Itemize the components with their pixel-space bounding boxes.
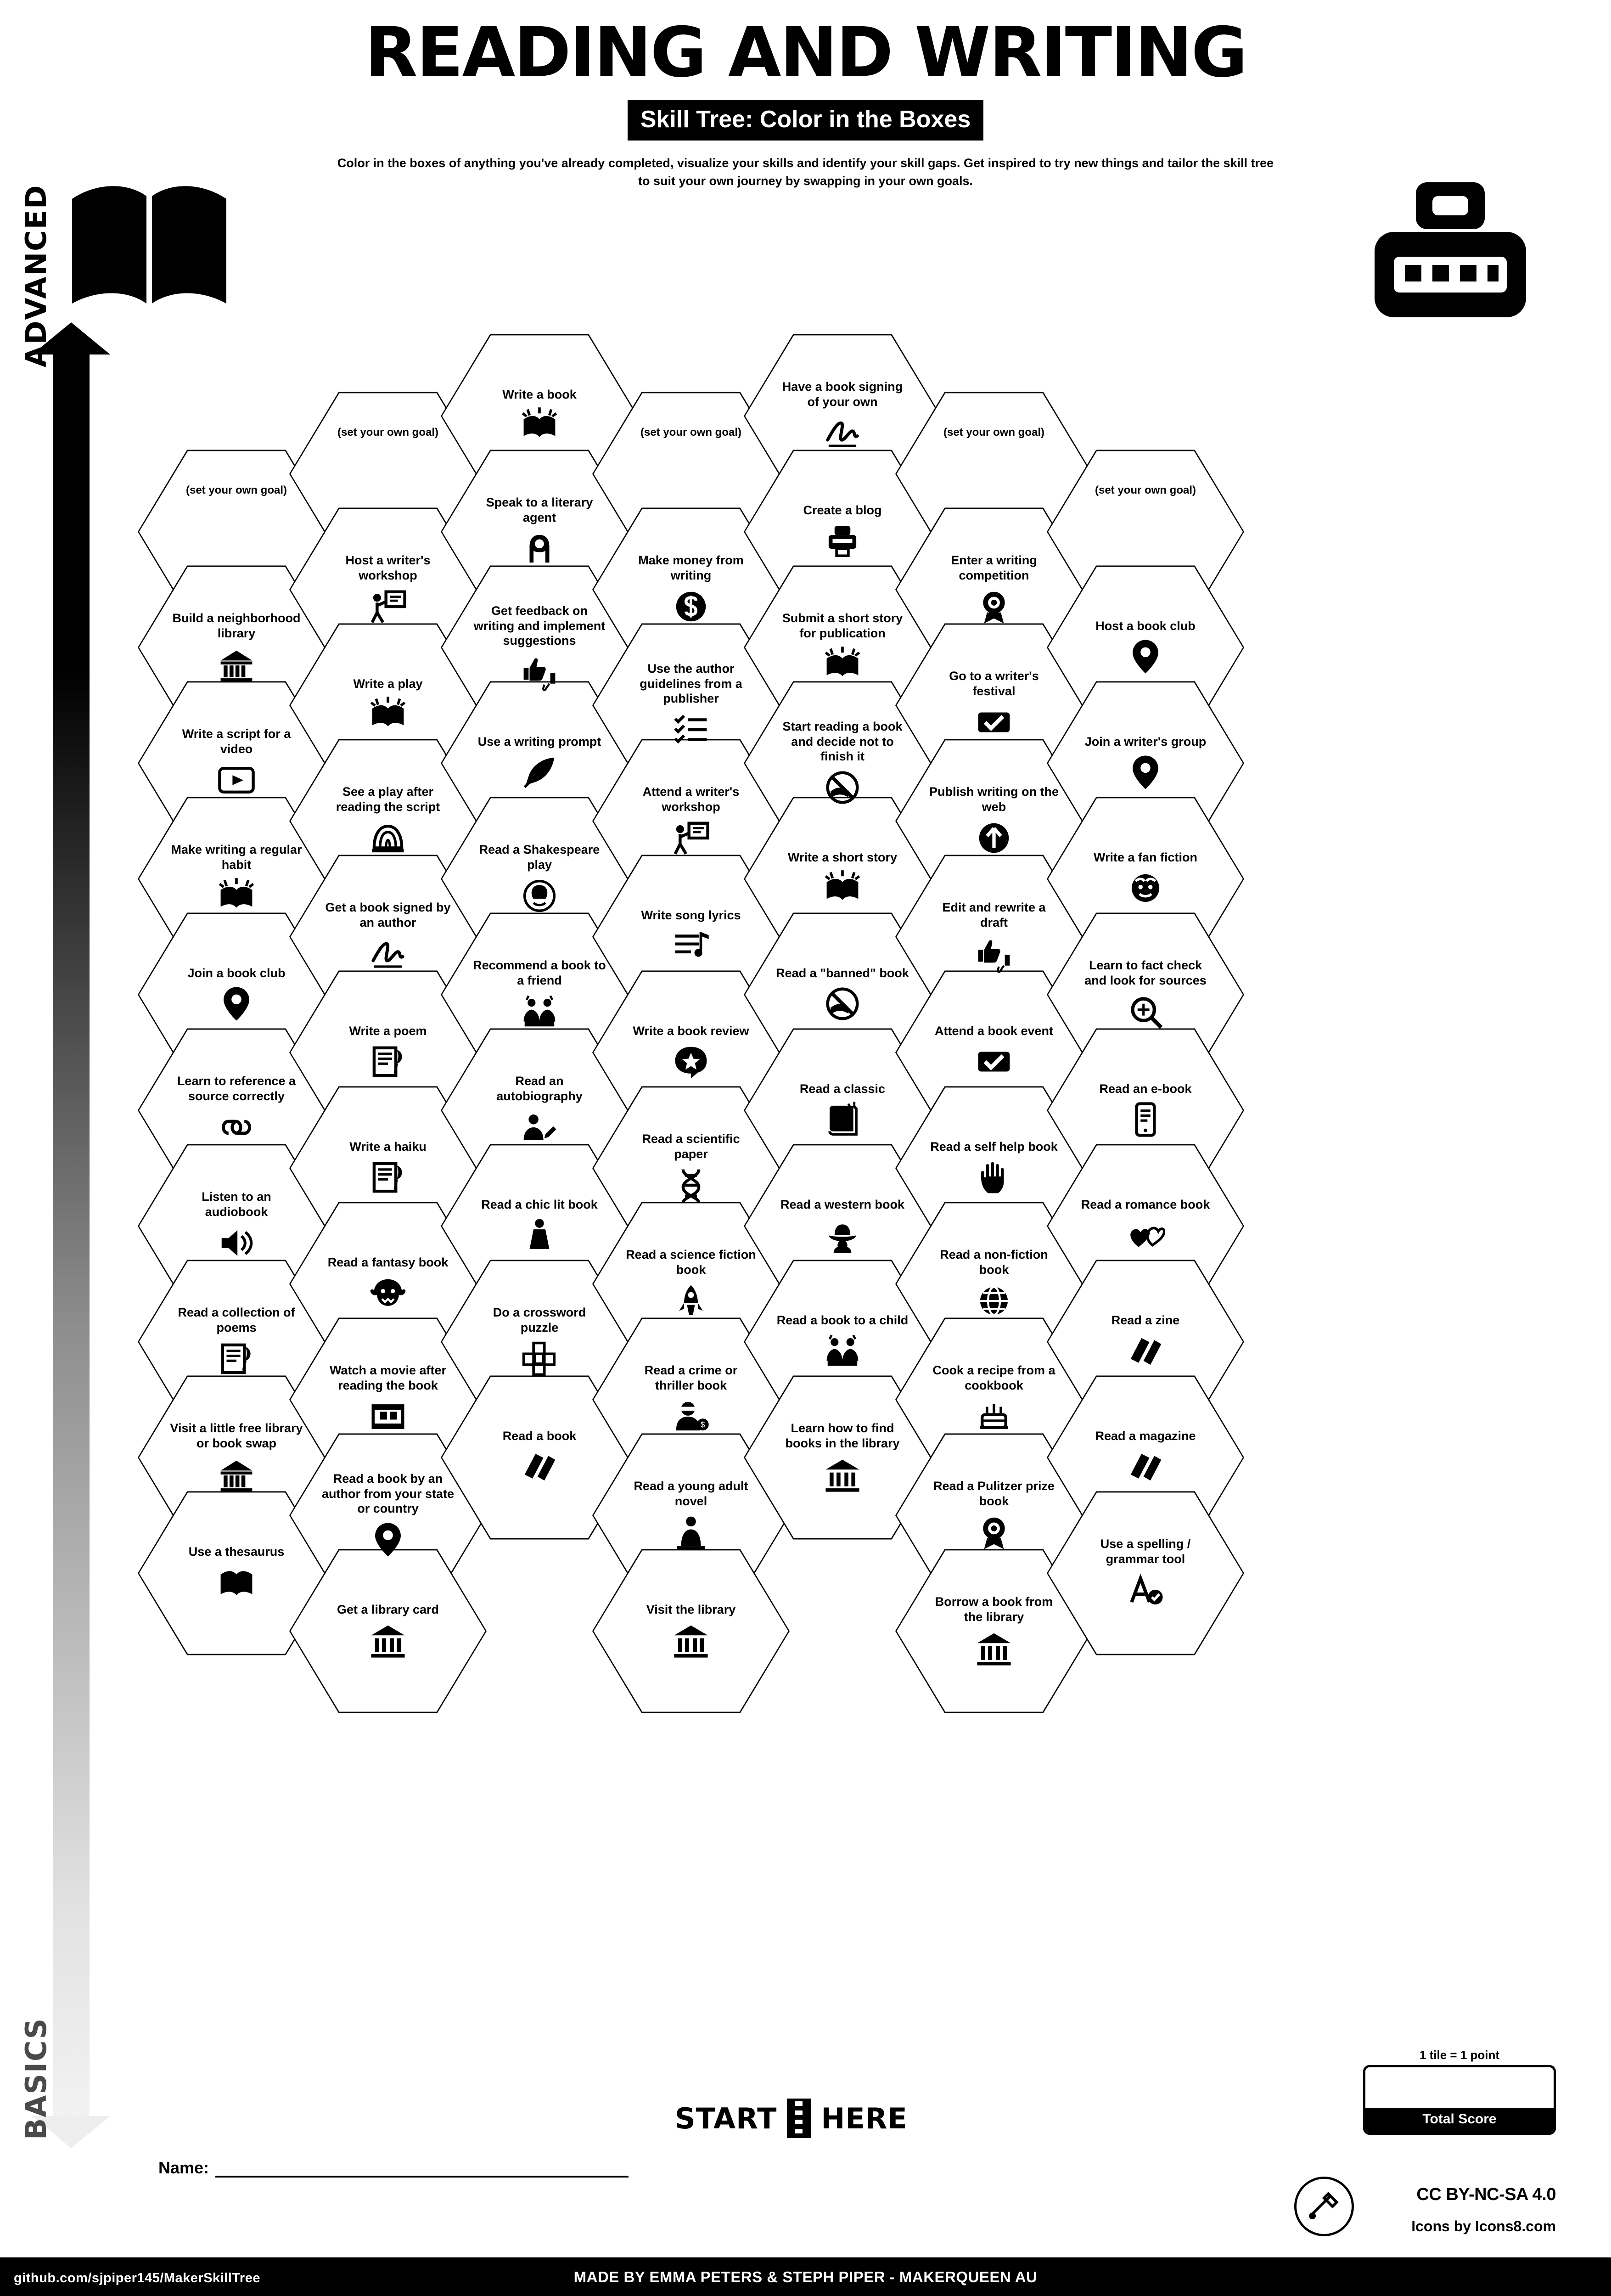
hex-content bbox=[471, 1197, 608, 1255]
no-book-icon bbox=[823, 768, 862, 807]
license-label: CC BY-NC-SA 4.0 bbox=[1416, 2185, 1556, 2204]
skill-tile-label: Recommend a book to a friend bbox=[473, 958, 606, 987]
ereader-icon bbox=[1126, 1100, 1165, 1139]
dress-icon bbox=[520, 1216, 559, 1255]
hex-content bbox=[925, 1024, 1063, 1082]
skill-tile-label: Attend a book event bbox=[934, 1024, 1054, 1038]
bank-icon bbox=[974, 1628, 1014, 1668]
hex-content bbox=[925, 421, 1063, 527]
hex-content bbox=[168, 726, 305, 800]
shakespeare-icon bbox=[520, 876, 559, 916]
skill-tile-label: (set your own goal) bbox=[943, 426, 1044, 439]
hex-content bbox=[1077, 1429, 1214, 1487]
hex-content bbox=[168, 1544, 305, 1603]
hex-content bbox=[1077, 1536, 1214, 1610]
skill-tile-label: Host a book club bbox=[1095, 619, 1196, 633]
hex-content bbox=[925, 1363, 1063, 1436]
hex-content bbox=[168, 842, 305, 916]
skill-tile-label: Read a chic lit book bbox=[481, 1197, 598, 1211]
hex-content bbox=[1077, 1313, 1214, 1371]
poem-icon bbox=[217, 1339, 256, 1379]
blog-icon bbox=[823, 521, 862, 561]
dollar-icon bbox=[671, 587, 711, 626]
hex-content bbox=[1077, 479, 1214, 585]
bank-icon bbox=[823, 1455, 862, 1494]
skill-tile-label: Write a short story bbox=[787, 850, 898, 864]
upload-icon bbox=[974, 818, 1014, 858]
hex-content bbox=[622, 1602, 760, 1660]
hearts-icon bbox=[1126, 1216, 1165, 1255]
thumbs-icon bbox=[520, 652, 559, 692]
skill-tile-label: Watch a movie after reading the book bbox=[329, 1363, 447, 1392]
hex-content bbox=[925, 1479, 1063, 1552]
checklist-icon bbox=[671, 710, 711, 749]
skill-tile-label: Read a scientific paper bbox=[642, 1132, 740, 1161]
footer-bar bbox=[0, 2257, 1611, 2296]
footer-credit: MADE BY EMMA PETERS & STEPH PIPER - MAKERQUEEN AU bbox=[573, 2268, 1038, 2285]
hex-content bbox=[319, 1471, 457, 1560]
skill-tile-label: Read an e-book bbox=[1099, 1081, 1192, 1096]
skill-tile-label: Read a science fiction book bbox=[626, 1248, 756, 1277]
skill-tile-label: Read a self help book bbox=[930, 1139, 1058, 1154]
hex-content bbox=[925, 1594, 1063, 1668]
hex-content bbox=[168, 1305, 305, 1379]
hex-content bbox=[471, 1305, 608, 1379]
speaker-icon bbox=[217, 1223, 256, 1263]
hex-content bbox=[925, 669, 1063, 742]
skill-tile-label: Use a writing prompt bbox=[477, 734, 601, 748]
skill-tile-label: Write a script for a video bbox=[182, 727, 291, 756]
reading-together-icon bbox=[823, 1331, 862, 1371]
skill-tile-label: Write a fan fiction bbox=[1093, 850, 1198, 864]
skill-tile-label: Learn how to find books in the library bbox=[785, 1421, 900, 1450]
hex-content bbox=[319, 1602, 457, 1660]
openbook-spark-icon bbox=[823, 868, 862, 908]
person-write-icon bbox=[520, 1108, 559, 1147]
skill-tile[interactable] bbox=[592, 1546, 790, 1716]
film-icon bbox=[368, 1397, 408, 1436]
skill-tile-label: Enter a writing competition bbox=[951, 553, 1037, 582]
skill-tile-label: Write a poem bbox=[349, 1024, 427, 1038]
skill-tile-label: Start reading a book and decide not to finish it bbox=[782, 719, 903, 764]
skill-tile-label: (set your own goal) bbox=[1095, 484, 1196, 496]
skill-tile-label: Read a Pulitzer prize book bbox=[933, 1479, 1055, 1508]
skill-tile-label: Edit and rewrite a draft bbox=[942, 900, 1046, 929]
hex-content bbox=[774, 1421, 911, 1494]
openbook-spark-icon bbox=[217, 876, 256, 916]
ticket-check-icon bbox=[974, 703, 1014, 742]
hex-content bbox=[622, 553, 760, 626]
hex-content bbox=[774, 379, 911, 453]
skill-tile-label: Read an autobiography bbox=[496, 1074, 583, 1103]
pin-icon bbox=[217, 984, 256, 1024]
score-input-area[interactable] bbox=[1365, 2067, 1554, 2108]
skill-tile-label: Attend a writer's workshop bbox=[642, 785, 740, 814]
skill-tile-label: Read a magazine bbox=[1095, 1429, 1196, 1443]
skill-tile-label: Write a haiku bbox=[349, 1139, 427, 1154]
hex-content bbox=[1077, 850, 1214, 908]
hex-content bbox=[774, 1313, 911, 1371]
star-bubble-icon bbox=[671, 1042, 711, 1081]
hex-content bbox=[622, 1131, 760, 1205]
hex-content bbox=[925, 553, 1063, 626]
no-book-icon bbox=[823, 984, 862, 1024]
hex-content bbox=[925, 784, 1063, 858]
hex-content bbox=[168, 966, 305, 1024]
openbook-icon bbox=[217, 1563, 256, 1602]
skill-tile-label: Visit the library bbox=[646, 1602, 736, 1616]
hex-content bbox=[1077, 734, 1214, 793]
skill-tile-label: Get a library card bbox=[337, 1602, 439, 1616]
rocket-icon bbox=[671, 1281, 711, 1321]
start-here-marker bbox=[675, 2099, 908, 2138]
hex-content bbox=[319, 900, 457, 974]
openbook-spark-icon bbox=[823, 645, 862, 684]
hex-content bbox=[622, 661, 760, 750]
lyrics-icon bbox=[671, 926, 711, 966]
skill-tile-label: Speak to a literary agent bbox=[486, 495, 593, 524]
skill-tile-label: Borrow a book from the library bbox=[935, 1595, 1053, 1624]
skill-tile-label: Publish writing on the web bbox=[929, 785, 1059, 814]
thief-icon bbox=[671, 1397, 711, 1436]
skill-tile-label: Read a western book bbox=[780, 1197, 905, 1211]
here-label: HERE bbox=[821, 2101, 908, 2135]
hex-content bbox=[774, 719, 911, 808]
hex-content bbox=[774, 611, 911, 684]
hex-content bbox=[471, 958, 608, 1031]
skill-tile-label: Read a book bbox=[502, 1429, 577, 1443]
skill-tile-label: Write song lyrics bbox=[641, 908, 741, 922]
pin-icon bbox=[1126, 753, 1165, 792]
skill-tile-label: Make writing a regular habit bbox=[171, 843, 302, 872]
name-input-line[interactable] bbox=[215, 2164, 629, 2178]
svg-text:$: $ bbox=[701, 1420, 705, 1429]
hex-content bbox=[471, 603, 608, 692]
skill-tile-label: Read a non-fiction book bbox=[940, 1248, 1048, 1277]
hex-content bbox=[925, 900, 1063, 974]
skill-tile-label: Read a "banned" book bbox=[776, 966, 909, 980]
hex-content bbox=[1077, 619, 1214, 677]
hex-content bbox=[622, 1479, 760, 1552]
hand-icon bbox=[974, 1158, 1014, 1197]
skill-tile-label: Read a zine bbox=[1111, 1313, 1180, 1327]
skill-tile-label: See a play after reading the script bbox=[336, 785, 440, 814]
skill-tile-label: Get feedback on writing and implement suggestions bbox=[473, 603, 606, 648]
hex-content bbox=[319, 676, 457, 735]
score-label: Total Score bbox=[1365, 2108, 1554, 2133]
hex-content bbox=[622, 1363, 760, 1436]
skill-tile-label: Read a classic bbox=[799, 1081, 886, 1096]
bank-icon bbox=[368, 1621, 408, 1660]
hex-content bbox=[1077, 1081, 1214, 1140]
link-icon bbox=[217, 1108, 256, 1147]
skill-tile-label: Read a crime or thriller book bbox=[644, 1363, 738, 1392]
hex-content bbox=[168, 611, 305, 684]
presenter-icon bbox=[671, 818, 711, 858]
skill-tile-label: Read a romance book bbox=[1081, 1197, 1210, 1211]
hex-content bbox=[471, 1429, 608, 1487]
hex-content bbox=[319, 1255, 457, 1313]
subtitle-banner: Skill Tree: Color in the Boxes bbox=[628, 100, 984, 141]
pin-icon bbox=[1126, 637, 1165, 676]
spellcheck-icon bbox=[1126, 1570, 1165, 1610]
reading-together-icon bbox=[520, 992, 559, 1031]
hex-content bbox=[471, 842, 608, 916]
poem-icon bbox=[368, 1158, 408, 1197]
skill-tile-label: Read a Shakespeare play bbox=[479, 843, 600, 872]
hex-content bbox=[774, 966, 911, 1024]
hex-content bbox=[319, 1363, 457, 1436]
name-label: Name: bbox=[158, 2158, 209, 2177]
hex-content bbox=[319, 553, 457, 626]
ticket-check-icon bbox=[974, 1042, 1014, 1081]
skill-tile-label: Visit a little free library or book swap bbox=[170, 1421, 303, 1450]
hex-content bbox=[1077, 1197, 1214, 1255]
skill-tile-label: Make money from writing bbox=[638, 553, 744, 582]
medal-icon bbox=[974, 587, 1014, 626]
icons-credit: Icons by Icons8.com bbox=[1411, 2218, 1556, 2234]
total-score-box[interactable] bbox=[1363, 2048, 1556, 2135]
hex-content bbox=[168, 1189, 305, 1263]
hex-content bbox=[471, 1074, 608, 1147]
hex-content bbox=[168, 1421, 305, 1494]
skill-tile-label: Create a blog bbox=[803, 503, 882, 517]
bank-icon bbox=[671, 1621, 711, 1660]
hex-content bbox=[925, 1139, 1063, 1198]
score-card[interactable] bbox=[1363, 2065, 1556, 2135]
books-icon bbox=[1126, 1447, 1165, 1486]
hex-content bbox=[319, 1139, 457, 1198]
skill-tile-label: Have a book signing of your own bbox=[782, 380, 903, 409]
skill-tile-label: Use a spelling / grammar tool bbox=[1100, 1537, 1191, 1566]
pin-icon bbox=[368, 1520, 408, 1559]
globe-icon bbox=[974, 1281, 1014, 1321]
skill-tile-label: Join a book club bbox=[187, 966, 286, 980]
hex-content bbox=[774, 503, 911, 561]
hex-content bbox=[774, 1197, 911, 1255]
skill-tile[interactable] bbox=[289, 1546, 487, 1716]
checkered-flag-icon bbox=[787, 2099, 811, 2138]
skill-tile-label: Get a book signed by an author bbox=[325, 900, 451, 929]
presenter-icon bbox=[368, 587, 408, 626]
openbook-spark-icon bbox=[520, 405, 559, 445]
library-icon bbox=[217, 645, 256, 684]
hex-content bbox=[319, 421, 457, 527]
skill-tile-label: Write a play bbox=[353, 676, 423, 691]
maker-badge-icon bbox=[1294, 2177, 1354, 2236]
hex-content bbox=[1077, 958, 1214, 1031]
skill-tile-label: Join a writer's group bbox=[1084, 734, 1207, 748]
magnify-icon bbox=[1126, 992, 1165, 1031]
skill-tile-label: Write a book bbox=[502, 387, 577, 401]
page-title: READING AND WRITING bbox=[365, 13, 1246, 93]
thumbs-icon bbox=[974, 934, 1014, 974]
theater-icon bbox=[368, 818, 408, 858]
hex-content bbox=[319, 1024, 457, 1082]
hex-content bbox=[622, 421, 760, 527]
hex-content bbox=[471, 495, 608, 568]
fan-icon bbox=[1126, 868, 1165, 908]
skill-tile-label: Read a fantasy book bbox=[327, 1255, 449, 1269]
skill-tile-label: Read a collection of poems bbox=[178, 1306, 295, 1334]
hex-content bbox=[319, 784, 457, 858]
person-long-hair-icon bbox=[520, 529, 559, 568]
dna-icon bbox=[671, 1165, 711, 1205]
library-icon bbox=[217, 1455, 256, 1494]
skill-tile-label: Read a book by an author from your state or country bbox=[321, 1471, 455, 1516]
skill-tile-label: (set your own goal) bbox=[337, 426, 438, 439]
axis-label-basics: BASICS bbox=[19, 2017, 53, 2140]
books-icon bbox=[1126, 1331, 1165, 1371]
skill-tile[interactable] bbox=[1047, 1488, 1244, 1659]
quill-icon bbox=[520, 753, 559, 792]
openbook-spark-icon bbox=[368, 695, 408, 734]
dragon-icon bbox=[368, 1273, 408, 1313]
skill-tile-label: Read a young adult novel bbox=[634, 1479, 748, 1508]
poem-icon bbox=[368, 1042, 408, 1081]
skill-tile-label: Learn to fact check and look for sources bbox=[1084, 958, 1207, 987]
hex-content bbox=[774, 1081, 911, 1140]
skill-tile-label: Host a writer's workshop bbox=[345, 553, 431, 582]
cook-icon bbox=[974, 1397, 1014, 1436]
hex-content bbox=[622, 1024, 760, 1082]
crossword-icon bbox=[520, 1339, 559, 1379]
skill-tree-grid bbox=[0, 13, 1611, 2296]
teen-icon bbox=[671, 1513, 711, 1552]
score-note: 1 tile = 1 point bbox=[1419, 2048, 1500, 2062]
axis-label-advanced: ADVANCED bbox=[19, 184, 53, 367]
skill-tile-label: Use the author guidelines from a publisher bbox=[640, 661, 742, 706]
hex-content bbox=[168, 479, 305, 585]
cowboy-icon bbox=[823, 1216, 862, 1255]
skill-tile-label: Use a thesaurus bbox=[188, 1544, 285, 1559]
skill-tile-label: Listen to an audiobook bbox=[202, 1190, 271, 1219]
classic-book-icon bbox=[823, 1100, 862, 1139]
skill-tile-label: Learn to reference a source correctly bbox=[177, 1074, 296, 1103]
skill-tile-label: Submit a short story for publication bbox=[782, 611, 903, 640]
hex-content bbox=[622, 1247, 760, 1321]
hex-content bbox=[471, 387, 608, 445]
signature-icon bbox=[368, 934, 408, 974]
hex-content bbox=[168, 1074, 305, 1147]
start-label: START bbox=[675, 2101, 777, 2135]
skill-tile-label: Cook a recipe from a cookbook bbox=[932, 1363, 1055, 1392]
hex-content bbox=[925, 1247, 1063, 1321]
skill-tile-label: (set your own goal) bbox=[185, 484, 287, 496]
hex-content bbox=[622, 908, 760, 966]
footer-repo-link[interactable]: github.com/sjpiper145/MakerSkillTree bbox=[14, 2271, 260, 2285]
books-icon bbox=[520, 1447, 559, 1486]
medal-icon bbox=[974, 1513, 1014, 1552]
name-field-row[interactable] bbox=[158, 2158, 629, 2178]
skill-tile-label: Write a book review bbox=[633, 1024, 749, 1038]
signature-icon bbox=[823, 413, 862, 453]
video-icon bbox=[217, 760, 256, 800]
hex-content bbox=[774, 850, 911, 908]
skill-tile-label: Go to a writer's festival bbox=[949, 669, 1039, 698]
intro-text: Color in the boxes of anything you've already completed, visualize your skills and identify your skill gaps. Get inspired to try new things and tailor the skill tree to suit your own journey by swapping in your own goals. bbox=[337, 156, 1274, 188]
hex-content bbox=[622, 784, 760, 858]
skill-tile-label: Build a neighborhood library bbox=[172, 611, 301, 640]
skill-tile-label: Read a book to a child bbox=[776, 1313, 909, 1327]
skill-tile-label: (set your own goal) bbox=[640, 426, 741, 439]
skill-tile-label: Do a crossword puzzle bbox=[493, 1306, 586, 1334]
hex-content bbox=[471, 734, 608, 793]
